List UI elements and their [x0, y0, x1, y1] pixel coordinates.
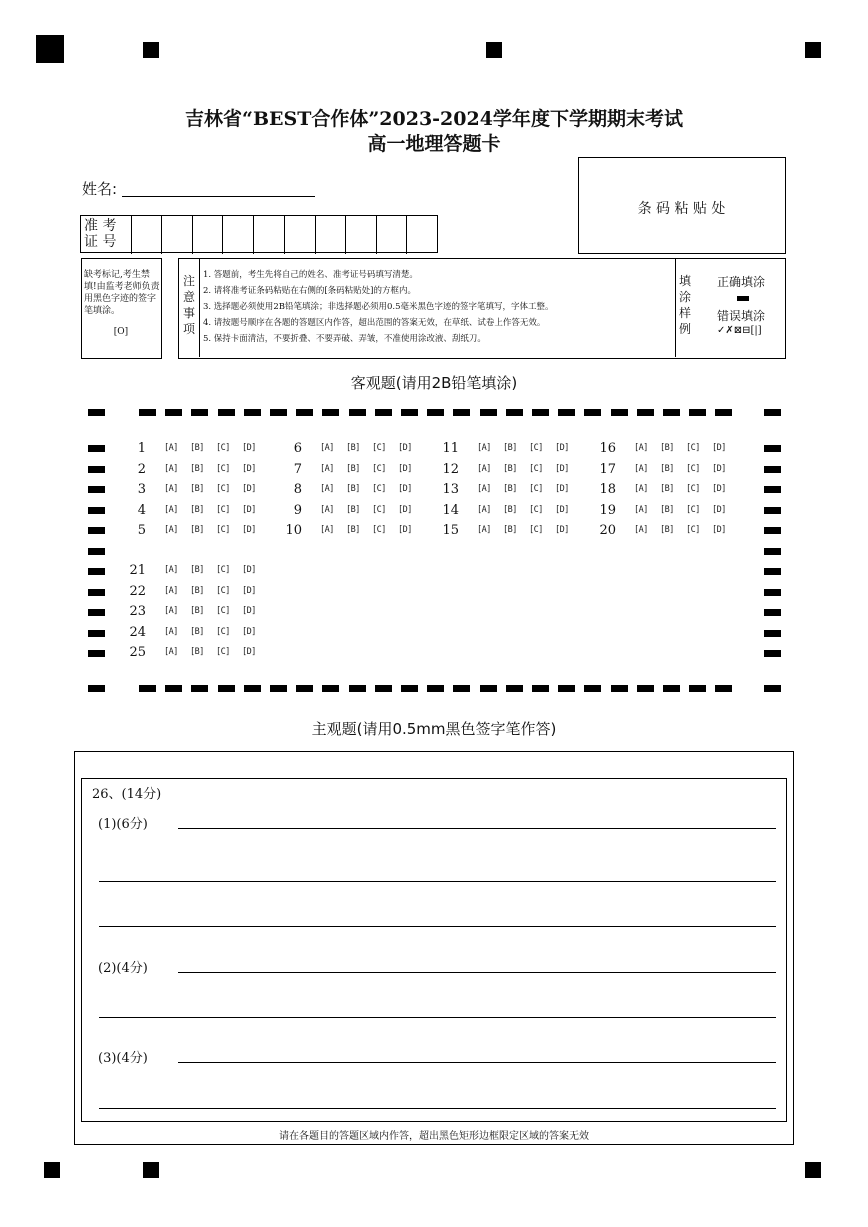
- question-number: 9: [293, 502, 302, 518]
- exam-id-cell[interactable]: [131, 216, 161, 254]
- timing-mark: [506, 409, 523, 416]
- answer-bubble[interactable]: [A]: [320, 484, 334, 494]
- answer-bubble[interactable]: [B]: [190, 463, 204, 474]
- answer-bubble[interactable]: [D]: [398, 504, 412, 515]
- correct-fill-label: 正确填涂: [717, 275, 766, 289]
- answer-bubble[interactable]: [D]: [712, 463, 726, 474]
- answer-bubble[interactable]: [C]: [529, 463, 543, 474]
- question-number: 8: [293, 482, 302, 497]
- answer-bubble[interactable]: [B]: [660, 525, 674, 535]
- answer-bubble[interactable]: [D]: [242, 565, 256, 575]
- answer-area-footer-note: 请在各题目的答题区域内作答，超出黑色矩形边框限定区域的答案无效: [279, 1131, 589, 1142]
- timing-mark-left: [88, 589, 105, 596]
- exam-id-cell[interactable]: [315, 216, 345, 254]
- timing-mark: [401, 685, 418, 692]
- name-label: 姓名:: [82, 180, 118, 198]
- timing-mark-bottom: [44, 1162, 60, 1178]
- question-number: 11: [442, 441, 459, 456]
- timing-mark: [139, 685, 156, 692]
- answer-bubble[interactable]: [B]: [190, 606, 204, 616]
- answer-bubble[interactable]: [C]: [372, 443, 386, 453]
- answer-bubble[interactable]: [B]: [660, 484, 674, 494]
- answer-bubble[interactable]: [B]: [190, 504, 204, 515]
- notice-item: 3. 选择题必须使用2B铅笔填涂；非选择题必须用0.5毫米黑色字迹的签字笔填写，字体工整。: [203, 302, 554, 312]
- timing-mark-left: [88, 486, 105, 493]
- answer-bubble[interactable]: [D]: [398, 463, 412, 474]
- answer-bubble[interactable]: [D]: [398, 443, 412, 453]
- answer-bubble[interactable]: [B]: [346, 443, 360, 453]
- barcode-label: 条 码 粘 贴 处: [637, 201, 726, 217]
- answer-bubble[interactable]: [D]: [398, 525, 412, 535]
- answer-line[interactable]: [99, 881, 776, 882]
- answer-bubble[interactable]: [B]: [660, 443, 674, 453]
- question-26-part-1-label: (1)(6分): [98, 817, 148, 832]
- timing-mark: [296, 685, 313, 692]
- answer-bubble[interactable]: [B]: [190, 647, 204, 657]
- timing-mark: [637, 685, 654, 692]
- question-number: 6: [293, 441, 302, 456]
- notice-item: 4. 请按题号顺序在各题的答题区内作答，超出范围的答案无效，在草纸、试卷上作答无效。: [203, 318, 546, 328]
- objective-heading: 客观题(请用2B铅笔填涂): [350, 374, 518, 392]
- question-number: 22: [129, 583, 146, 599]
- exam-id-label-2: 证 号: [84, 234, 117, 250]
- question-number: 23: [129, 604, 146, 619]
- answer-bubble[interactable]: [A]: [477, 463, 491, 474]
- question-number: 4: [137, 502, 146, 518]
- answer-bubble[interactable]: [A]: [634, 443, 648, 453]
- answer-bubble[interactable]: [C]: [216, 484, 230, 494]
- timing-mark-right: [764, 609, 781, 616]
- timing-mark: [88, 409, 105, 416]
- answer-bubble[interactable]: [B]: [346, 525, 360, 535]
- timing-mark-left: [88, 548, 105, 555]
- timing-mark-left: [88, 527, 105, 534]
- timing-mark: [506, 685, 523, 692]
- answer-bubble[interactable]: [A]: [477, 525, 491, 535]
- answer-bubble[interactable]: [A]: [320, 504, 334, 515]
- answer-bubble[interactable]: [A]: [164, 463, 178, 474]
- timing-mark: [611, 685, 628, 692]
- answer-bubble[interactable]: [A]: [164, 565, 178, 575]
- answer-bubble[interactable]: [D]: [242, 525, 256, 535]
- question-number: 21: [129, 563, 146, 578]
- sample-label: 填 涂 样 例: [679, 274, 692, 336]
- notice-item: 1. 答题前，考生先将自己的姓名、准考证号码填写清楚。: [203, 270, 418, 280]
- timing-mark: [191, 409, 208, 416]
- answer-bubble[interactable]: [A]: [634, 525, 648, 535]
- answer-bubble[interactable]: [C]: [216, 585, 230, 596]
- timing-mark: [165, 685, 182, 692]
- timing-mark: [322, 409, 339, 416]
- timing-mark-right: [764, 507, 781, 514]
- question-number: 5: [137, 523, 146, 538]
- answer-bubble[interactable]: [A]: [164, 626, 178, 637]
- answer-bubble[interactable]: [C]: [372, 463, 386, 474]
- timing-mark: [296, 409, 313, 416]
- exam-id-cell[interactable]: [161, 216, 191, 254]
- answer-bubble[interactable]: [A]: [477, 504, 491, 515]
- timing-mark: [764, 409, 781, 416]
- timing-mark-right: [764, 445, 781, 452]
- timing-mark: [480, 409, 497, 416]
- answer-bubble[interactable]: [C]: [529, 504, 543, 515]
- answer-bubble[interactable]: [A]: [164, 484, 178, 494]
- timing-mark: [165, 409, 182, 416]
- answer-line[interactable]: [99, 926, 776, 927]
- answer-bubble[interactable]: [B]: [190, 565, 204, 575]
- answer-bubble[interactable]: [C]: [686, 525, 700, 535]
- subjective-heading: 主观题(请用0.5mm黑色签字笔作答): [311, 720, 557, 738]
- notice-label: 注 意 事 项: [183, 274, 196, 336]
- timing-mark-left: [88, 445, 105, 452]
- timing-mark: [689, 409, 706, 416]
- question-number: 20: [599, 523, 616, 538]
- answer-bubble[interactable]: [B]: [190, 585, 204, 596]
- timing-mark: [532, 685, 549, 692]
- answer-bubble[interactable]: [A]: [320, 525, 334, 535]
- timing-mark: [689, 685, 706, 692]
- exam-id-cell[interactable]: [345, 216, 375, 254]
- answer-bubble[interactable]: [B]: [190, 443, 204, 453]
- answer-bubble[interactable]: [C]: [529, 484, 543, 494]
- answer-bubble[interactable]: [C]: [686, 504, 700, 515]
- answer-bubble[interactable]: [A]: [634, 504, 648, 515]
- timing-mark: [139, 409, 156, 416]
- answer-bubble[interactable]: [B]: [190, 626, 204, 637]
- answer-bubble[interactable]: [C]: [686, 484, 700, 494]
- answer-bubble[interactable]: [A]: [164, 647, 178, 657]
- answer-bubble[interactable]: [C]: [686, 443, 700, 453]
- timing-mark: [191, 685, 208, 692]
- answer-bubble[interactable]: [D]: [242, 484, 256, 494]
- question-26-part-3-label: (3)(4分): [98, 1051, 148, 1066]
- timing-mark: [663, 409, 680, 416]
- timing-mark-bottom: [805, 1162, 821, 1178]
- question-number: 14: [442, 502, 459, 518]
- answer-bubble[interactable]: [A]: [164, 525, 178, 535]
- timing-mark-top: [143, 42, 159, 58]
- question-26-part-2-label: (2)(4分): [98, 961, 148, 976]
- timing-mark-left: [88, 650, 105, 657]
- timing-mark: [611, 409, 628, 416]
- answer-bubble[interactable]: [C]: [372, 525, 386, 535]
- question-number: 17: [599, 461, 616, 477]
- timing-mark-left: [88, 466, 105, 473]
- timing-mark: [584, 409, 601, 416]
- answer-bubble[interactable]: [D]: [555, 525, 569, 535]
- answer-bubble[interactable]: [D]: [242, 504, 256, 515]
- timing-mark: [427, 409, 444, 416]
- answer-bubble[interactable]: [C]: [216, 443, 230, 453]
- timing-mark: [218, 409, 235, 416]
- question-26-label: 26、(14分): [92, 787, 162, 802]
- timing-mark: [88, 685, 105, 692]
- exam-id-label-1: 准 考: [84, 218, 117, 234]
- timing-mark: [584, 685, 601, 692]
- answer-bubble[interactable]: [B]: [503, 504, 517, 515]
- question-number: 7: [293, 461, 302, 477]
- absent-text: 缺考标记,考生禁填!由监考老师负责用黑色字迹的签字笔填涂。: [84, 270, 160, 316]
- exam-id-cell[interactable]: [192, 216, 222, 254]
- timing-mark: [532, 409, 549, 416]
- exam-title: 吉林省“BEST合作体”2023-2024学年度下学期期末考试: [185, 108, 683, 130]
- timing-mark: [480, 685, 497, 692]
- corner-mark-top-left: [36, 35, 64, 63]
- answer-bubble[interactable]: [B]: [190, 525, 204, 535]
- timing-mark-left: [88, 609, 105, 616]
- timing-mark-left: [88, 507, 105, 514]
- answer-bubble[interactable]: [D]: [555, 484, 569, 494]
- question-number: 25: [129, 645, 146, 660]
- question-number: 1: [137, 441, 146, 456]
- answer-bubble[interactable]: [C]: [216, 606, 230, 616]
- answer-line[interactable]: [178, 828, 776, 829]
- timing-mark: [427, 685, 444, 692]
- answer-bubble[interactable]: [A]: [477, 484, 491, 494]
- answer-bubble[interactable]: [D]: [242, 606, 256, 616]
- answer-bubble[interactable]: [A]: [634, 484, 648, 494]
- timing-mark: [401, 409, 418, 416]
- exam-id-cell[interactable]: [253, 216, 283, 254]
- answer-bubble[interactable]: [C]: [372, 484, 386, 494]
- timing-mark-right: [764, 527, 781, 534]
- question-number: 15: [442, 523, 459, 538]
- answer-bubble[interactable]: [D]: [242, 463, 256, 474]
- notice-box: [178, 258, 786, 359]
- timing-mark-right: [764, 466, 781, 473]
- exam-id-grid[interactable]: [80, 215, 438, 253]
- answer-bubble[interactable]: [D]: [555, 504, 569, 515]
- question-number: 16: [599, 441, 616, 456]
- name-field[interactable]: [122, 196, 315, 197]
- timing-mark: [375, 685, 392, 692]
- timing-mark-right: [764, 486, 781, 493]
- answer-bubble[interactable]: [C]: [216, 463, 230, 474]
- barcode-area: [578, 157, 786, 254]
- answer-bubble[interactable]: [C]: [686, 463, 700, 474]
- answer-bubble[interactable]: [B]: [503, 443, 517, 453]
- answer-bubble[interactable]: [A]: [164, 585, 178, 596]
- answer-bubble[interactable]: [C]: [216, 504, 230, 515]
- absent-mark-box[interactable]: [81, 258, 162, 359]
- timing-mark: [715, 685, 732, 692]
- timing-mark-left: [88, 630, 105, 637]
- timing-mark: [637, 409, 654, 416]
- timing-mark-top: [805, 42, 821, 58]
- answer-line[interactable]: [99, 1108, 776, 1109]
- answer-bubble[interactable]: [D]: [555, 443, 569, 453]
- timing-mark: [322, 685, 339, 692]
- timing-mark: [558, 685, 575, 692]
- answer-line[interactable]: [99, 1017, 776, 1018]
- answer-bubble[interactable]: [D]: [242, 443, 256, 453]
- timing-mark-right: [764, 548, 781, 555]
- timing-mark: [375, 409, 392, 416]
- answer-bubble[interactable]: [D]: [242, 647, 256, 657]
- absent-bubble[interactable]: [O]: [113, 327, 129, 337]
- answer-bubble[interactable]: [A]: [164, 443, 178, 453]
- question-number: 3: [137, 482, 146, 497]
- answer-bubble[interactable]: [C]: [529, 443, 543, 453]
- exam-id-cell[interactable]: [284, 216, 314, 254]
- answer-bubble[interactable]: [D]: [242, 626, 256, 637]
- timing-mark-top: [486, 42, 502, 58]
- answer-bubble[interactable]: [B]: [346, 463, 360, 474]
- question-number: 12: [442, 461, 459, 477]
- wrong-fill-examples: ✓✗⊠⊟[|]: [717, 325, 762, 336]
- notice-item: 2. 请将准考证条码粘贴在右侧的[条码粘贴处]的方框内。: [203, 286, 416, 296]
- answer-bubble[interactable]: [C]: [216, 525, 230, 535]
- answer-bubble[interactable]: [A]: [320, 443, 334, 453]
- timing-mark: [270, 685, 287, 692]
- answer-bubble[interactable]: [D]: [712, 484, 726, 494]
- answer-bubble[interactable]: [A]: [164, 606, 178, 616]
- exam-id-cell[interactable]: [406, 216, 436, 254]
- timing-mark: [453, 685, 470, 692]
- correct-fill-example: [737, 296, 749, 301]
- answer-bubble[interactable]: [A]: [164, 504, 178, 515]
- timing-mark-right: [764, 630, 781, 637]
- card-title: 高一地理答题卡: [367, 133, 501, 155]
- answer-bubble[interactable]: [B]: [660, 504, 674, 515]
- timing-mark: [244, 685, 261, 692]
- answer-bubble[interactable]: [B]: [190, 484, 204, 494]
- timing-mark-left: [88, 568, 105, 575]
- exam-id-cell[interactable]: [376, 216, 406, 254]
- timing-mark-right: [764, 650, 781, 657]
- timing-mark: [663, 685, 680, 692]
- answer-bubble[interactable]: [A]: [320, 463, 334, 474]
- answer-bubble[interactable]: [B]: [503, 463, 517, 474]
- timing-mark: [349, 685, 366, 692]
- timing-mark: [764, 685, 781, 692]
- answer-bubble[interactable]: [D]: [712, 525, 726, 535]
- answer-line[interactable]: [178, 1062, 776, 1063]
- answer-bubble[interactable]: [B]: [346, 504, 360, 515]
- timing-mark-bottom: [143, 1162, 159, 1178]
- answer-bubble[interactable]: [D]: [242, 585, 256, 596]
- notice-item: 5. 保持卡面清洁，不要折叠、不要弄破、弄皱，不准使用涂改液、刮纸刀。: [203, 334, 486, 344]
- notice-list: [203, 267, 673, 347]
- question-number: 10: [285, 523, 302, 538]
- timing-mark: [270, 409, 287, 416]
- answer-bubble[interactable]: [B]: [346, 484, 360, 494]
- wrong-fill-label: 错误填涂: [717, 309, 766, 323]
- answer-bubble[interactable]: [D]: [712, 443, 726, 453]
- answer-bubble[interactable]: [A]: [477, 443, 491, 453]
- answer-bubble[interactable]: [C]: [216, 565, 230, 575]
- timing-mark: [218, 685, 235, 692]
- answer-bubble[interactable]: [D]: [398, 484, 412, 494]
- timing-mark-right: [764, 568, 781, 575]
- question-26-frame[interactable]: [81, 778, 787, 1122]
- timing-mark: [558, 409, 575, 416]
- answer-line[interactable]: [178, 972, 776, 973]
- answer-bubble[interactable]: [C]: [216, 626, 230, 637]
- timing-mark-right: [764, 589, 781, 596]
- answer-bubble[interactable]: [B]: [503, 525, 517, 535]
- answer-bubble[interactable]: [B]: [660, 463, 674, 474]
- answer-bubble[interactable]: [D]: [555, 463, 569, 474]
- timing-mark: [244, 409, 261, 416]
- answer-bubble[interactable]: [C]: [372, 504, 386, 515]
- timing-mark: [349, 409, 366, 416]
- timing-mark: [715, 409, 732, 416]
- question-number: 19: [599, 502, 616, 518]
- question-number: 13: [442, 482, 459, 497]
- exam-id-cell[interactable]: [222, 216, 252, 254]
- answer-bubble[interactable]: [A]: [634, 463, 648, 474]
- question-number: 24: [129, 624, 146, 640]
- timing-mark: [453, 409, 470, 416]
- question-number: 18: [599, 482, 616, 497]
- question-number: 2: [137, 461, 146, 477]
- answer-bubble[interactable]: [D]: [712, 504, 726, 515]
- answer-bubble[interactable]: [B]: [503, 484, 517, 494]
- answer-bubble[interactable]: [C]: [529, 525, 543, 535]
- answer-bubble[interactable]: [C]: [216, 647, 230, 657]
